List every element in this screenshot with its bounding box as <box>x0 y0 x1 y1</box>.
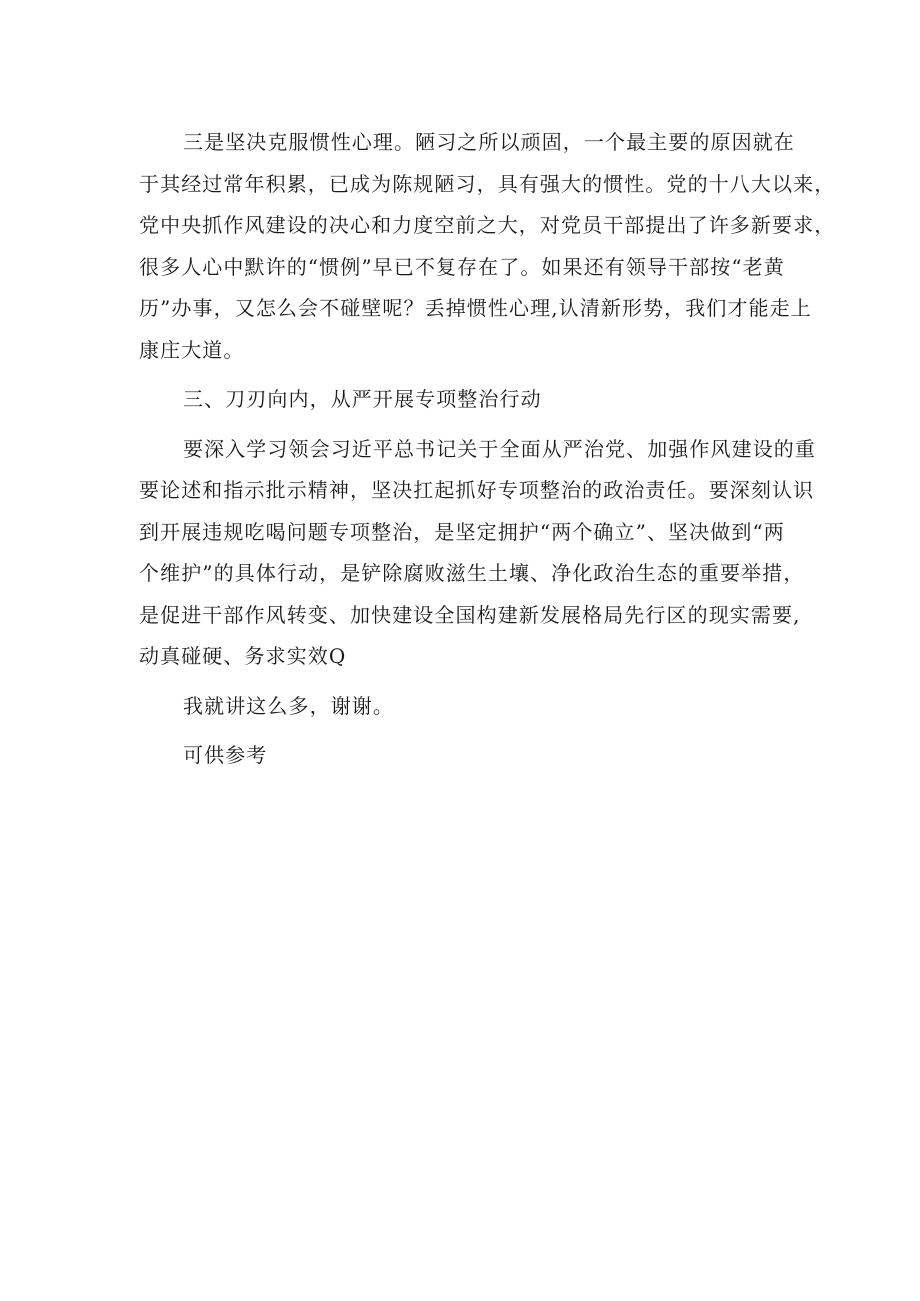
text-line: 历”办事，又怎么会不碰壁呢？丢掉惯性心理,认清新形势，我们才能走上 <box>139 296 812 320</box>
document-body <box>139 122 836 777</box>
spacer <box>139 371 784 379</box>
closing-remark: 我就讲这么多，谢谢。 <box>183 693 394 718</box>
spacer <box>139 727 784 735</box>
section-heading: 三、刀刃向内，从严开展专项整治行动 <box>183 387 542 411</box>
text-line: 是促进干部作风转变、加快建设全国构建新发展格局先行区的现实需要, <box>139 602 801 627</box>
paragraph-rectification <box>139 429 816 678</box>
paragraph-inertia <box>139 122 836 371</box>
text-line: 很多人心中默许的“惯例”早已不复存在了。如果还有领导干部按“老黄 <box>139 254 785 279</box>
reference-note: 可供参考 <box>183 743 268 767</box>
text-line: 三是坚决克服惯性心理。陋习之所以顽固，一个最主要的原因就在 <box>183 130 795 154</box>
spacer <box>139 678 784 686</box>
text-line: 个维护”的具体行动，是铲除腐败滋生土壤、净化政治生态的重要举措， <box>139 561 805 585</box>
text-line: 康庄大道。 <box>139 337 245 362</box>
text-line: 要深入学习领会习近平总书记关于全面从严治党、加强作风建设的重 <box>183 436 816 461</box>
text-line: 要论述和指示批示精神，坚决扛起抓好专项整治的政治责任。要深刻认识 <box>139 478 815 502</box>
text-line: 动真碰硬、务求实效Q <box>139 644 347 668</box>
text-line: 到开展违规吃喝问题专项整治，是坚定拥护“两个确立”、坚决做到“两 <box>139 519 785 544</box>
spacer <box>139 421 784 429</box>
text-line: 党中央抓作风建设的决心和力度空前之大，对党员干部提出了许多新要求， <box>139 213 836 237</box>
text-line: 于其经过常年积累，已成为陈规陋习，具有强大的惯性。党的十八大以来， <box>139 171 836 196</box>
